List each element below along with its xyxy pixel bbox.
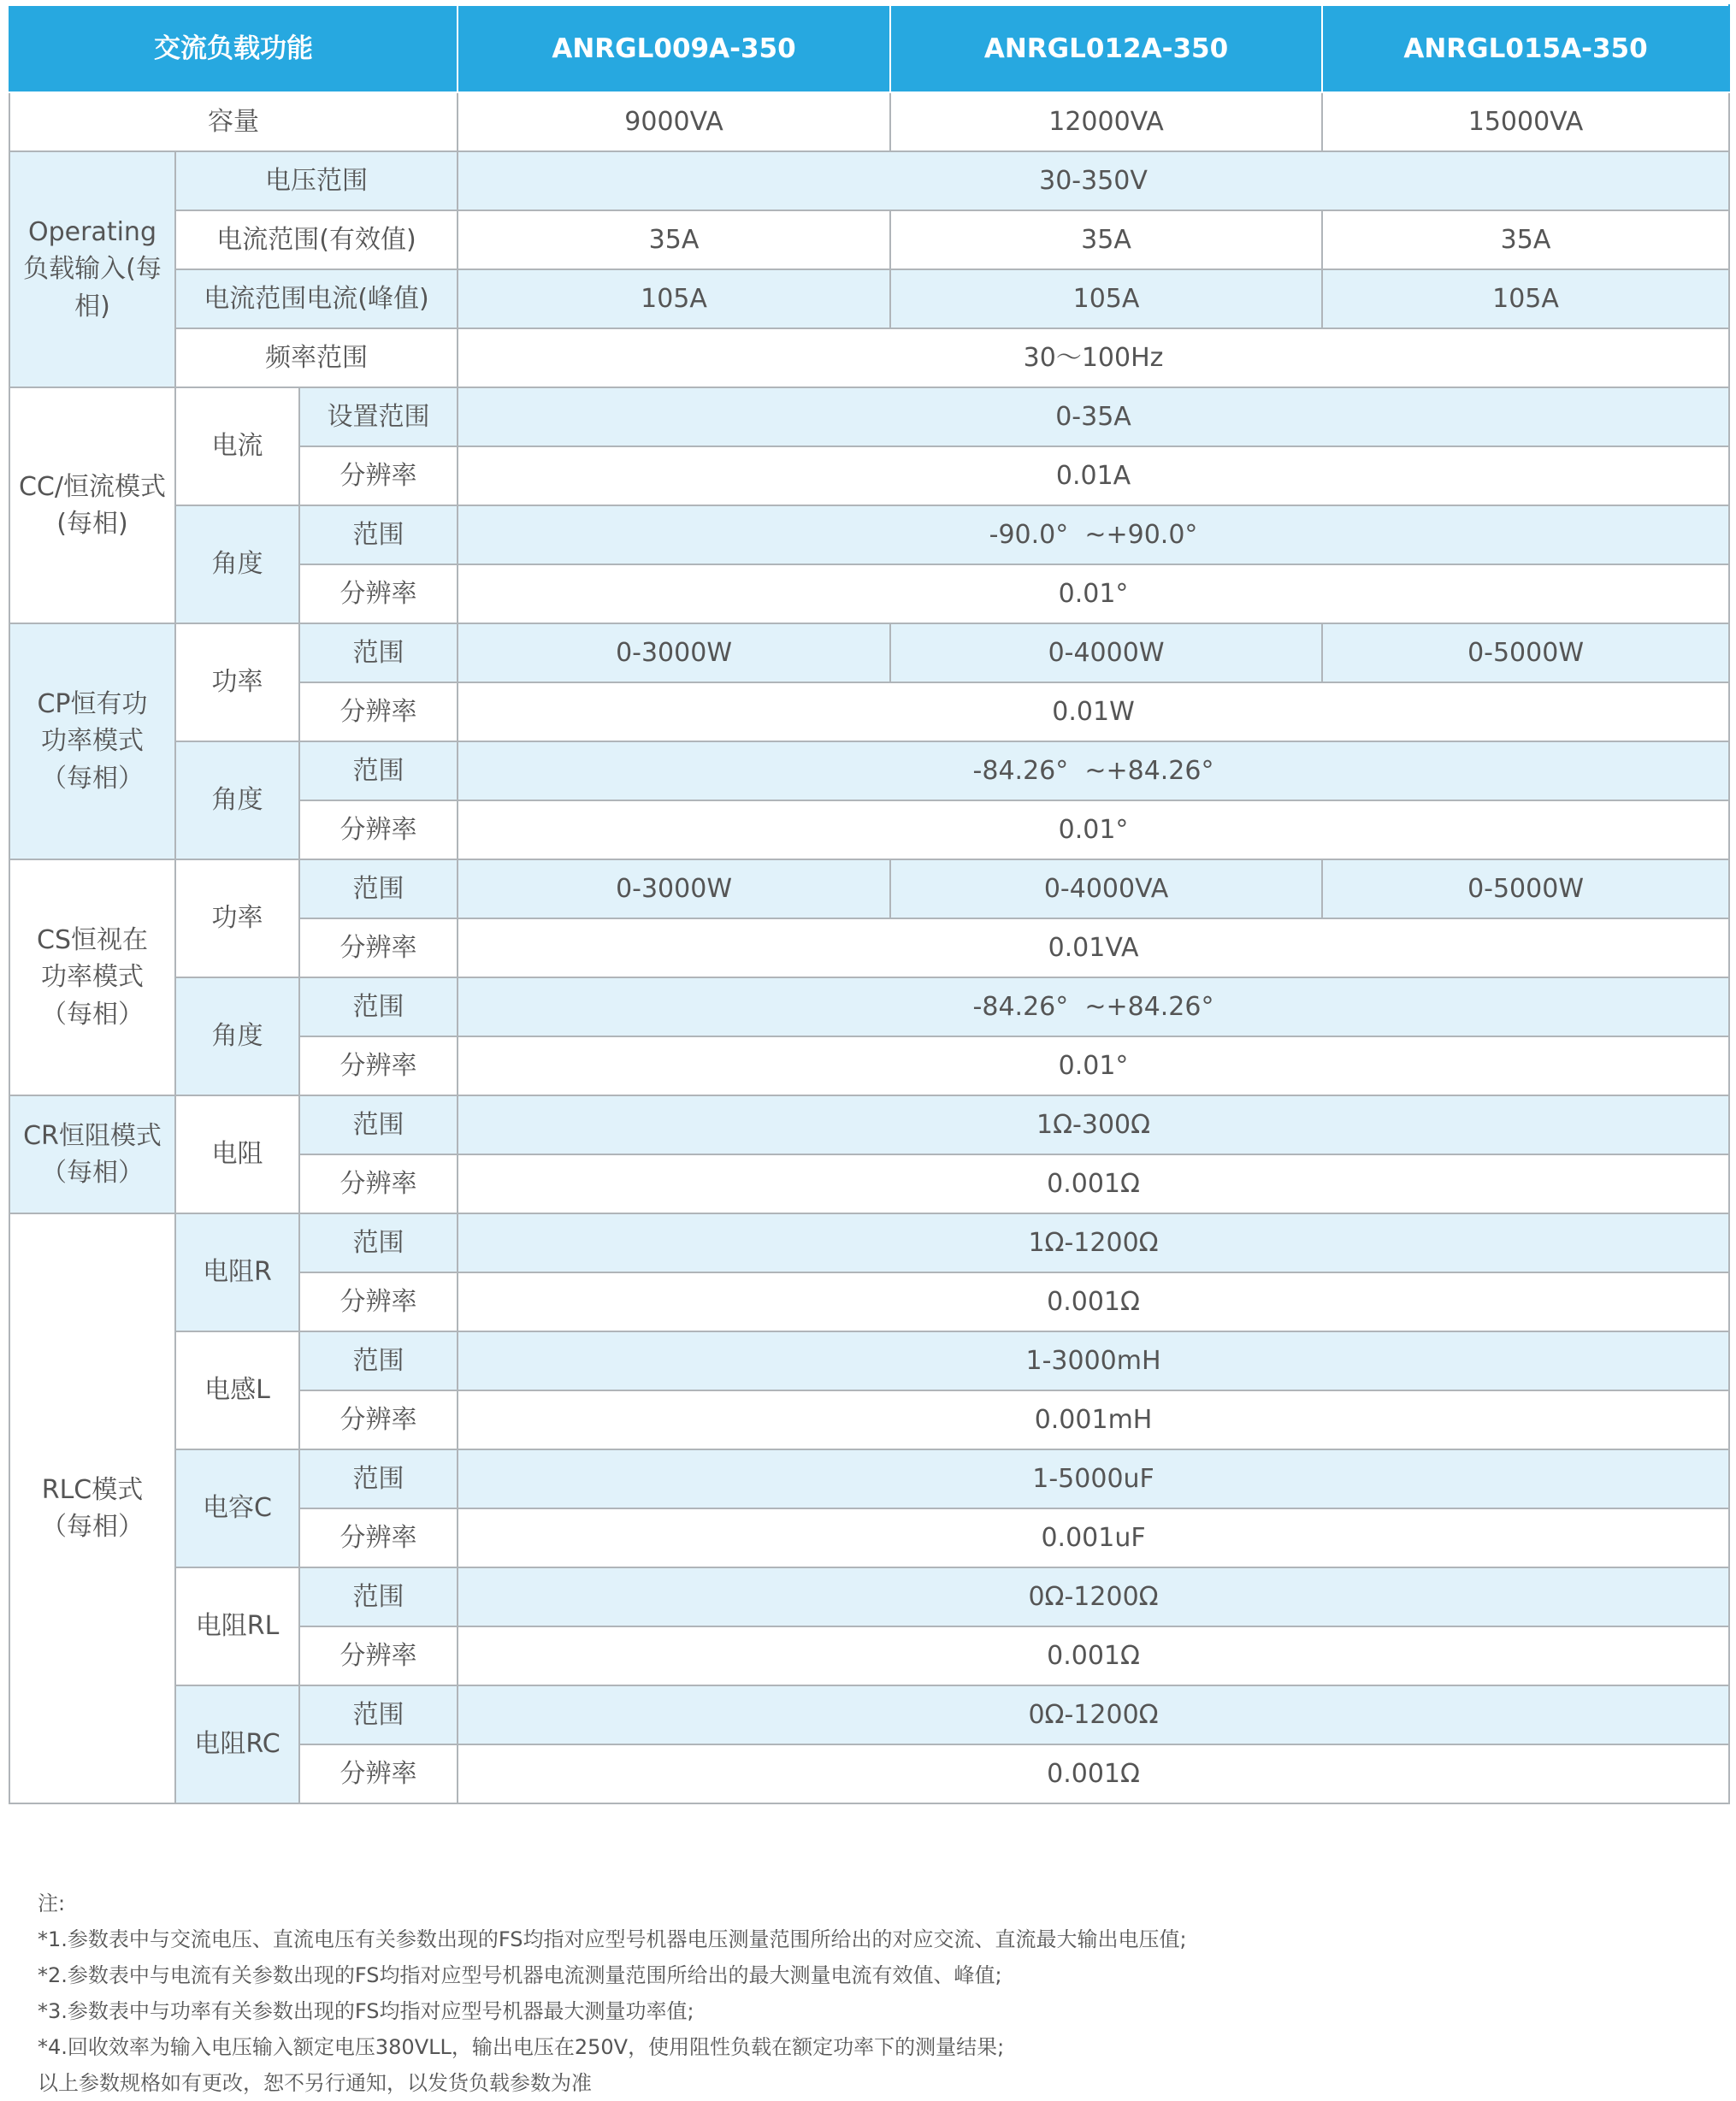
cs-power-range-value: 0-5000W (1322, 859, 1729, 918)
cp-angle-resolution-value: 0.01° (458, 800, 1729, 859)
resolution-label: 分辨率 (299, 1390, 458, 1449)
cr-group-label (9, 1095, 175, 1213)
frequency-value: 30～100Hz (458, 328, 1729, 387)
resolution-label: 分辨率 (299, 564, 458, 623)
cp-power-resolution-value: 0.01W (458, 682, 1729, 741)
cs-power-label: 功率 (175, 859, 299, 977)
cs-label-line3: （每相） (41, 999, 144, 1030)
capacity-row (9, 92, 1729, 151)
rlc-item-label: 电容C (175, 1449, 299, 1567)
cs-angle-range-row (9, 977, 1729, 1036)
rlc-resolution-value: 0.001Ω (458, 1626, 1729, 1685)
setting-range-label: 设置范围 (299, 387, 458, 446)
cp-power-range-value: 0-5000W (1322, 623, 1729, 682)
range-label: 范围 (299, 741, 458, 800)
cp-angle-label: 角度 (175, 741, 299, 859)
voltage-label: 电压范围 (175, 151, 458, 210)
cc-label-line2: (每相) (56, 509, 128, 539)
note-line: *2.参数表中与电流有关参数出现的FS均指对应型号机器电流测量范围所给出的最大测量电流有效值、峰值; (38, 1963, 1002, 1987)
cc-current-resolution-value: 0.01A (458, 446, 1729, 505)
capacity-value: 9000VA (458, 92, 890, 151)
frequency-row (9, 328, 1729, 387)
cc-label-line1: CC/恒流模式 (18, 471, 166, 502)
current-peak-value: 105A (458, 269, 890, 328)
current-peak-value: 105A (1322, 269, 1729, 328)
cr-range-value: 1Ω-300Ω (458, 1095, 1729, 1154)
rlc-resolution-value: 0.001uF (458, 1508, 1729, 1567)
cr-label-line1: CR恒阻模式 (23, 1120, 162, 1151)
cs-group-label (9, 859, 175, 1095)
note-line: *4.回收效率为输入电压输入额定电压380VLL，输出电压在250V，使用阻性负载在额定功率下的测量结果; (38, 2035, 1005, 2059)
capacity-value: 12000VA (890, 92, 1322, 151)
cp-power-range-value: 0-4000W (890, 623, 1322, 682)
cp-label-line3: （每相） (41, 763, 144, 794)
cr-range-row (9, 1095, 1729, 1154)
spec-table (9, 4, 1730, 1804)
rlc-group-label (9, 1213, 175, 1803)
rlc-label-line1: RLC模式 (41, 1474, 144, 1505)
cs-power-range-value: 0-3000W (458, 859, 890, 918)
range-label: 范围 (299, 1685, 458, 1744)
cp-label-line1: CP恒有功 (37, 688, 148, 719)
rlc-range-value: 0Ω-1200Ω (458, 1567, 1729, 1626)
rlc-rl-range-row (9, 1567, 1729, 1626)
model-header: ANRGL012A-350 (890, 5, 1322, 92)
model-header: ANRGL015A-350 (1322, 5, 1729, 92)
current-rms-label: 电流范围(有效值) (175, 210, 458, 269)
frequency-label: 频率范围 (175, 328, 458, 387)
rlc-l-range-row (9, 1331, 1729, 1390)
cs-power-range-value: 0-4000VA (890, 859, 1322, 918)
rlc-item-label: 电感L (175, 1331, 299, 1449)
rlc-item-label: 电阻R (175, 1213, 299, 1331)
cs-power-resolution-value: 0.01VA (458, 918, 1729, 977)
range-label: 范围 (299, 505, 458, 564)
cp-power-label: 功率 (175, 623, 299, 741)
rlc-item-label: 电阻RC (175, 1685, 299, 1803)
rlc-resolution-value: 0.001mH (458, 1390, 1729, 1449)
voltage-value: 30-350V (458, 151, 1729, 210)
range-label: 范围 (299, 623, 458, 682)
range-label: 范围 (299, 977, 458, 1036)
cc-angle-label: 角度 (175, 505, 299, 623)
note-line: *1.参数表中与交流电压、直流电压有关参数出现的FS均指对应型号机器电压测量范围所给出的对应交流、直流最大输出电压值; (38, 1927, 1187, 1951)
rlc-rc-range-row (9, 1685, 1729, 1744)
resolution-label: 分辨率 (299, 1508, 458, 1567)
rlc-range-value: 1Ω-1200Ω (458, 1213, 1729, 1272)
cp-angle-range-value: -84.26° ~+84.26° (458, 741, 1729, 800)
cc-current-setting-row (9, 387, 1729, 446)
resolution-label: 分辨率 (299, 1744, 458, 1803)
operating-label-line1: Operating (28, 216, 156, 247)
cp-label-line2: 功率模式 (41, 726, 144, 757)
current-peak-label: 电流范围电流(峰值) (175, 269, 458, 328)
current-peak-value: 105A (890, 269, 1322, 328)
rlc-range-value: 1-3000mH (458, 1331, 1729, 1390)
operating-label-line2: 负载输入(每相) (23, 254, 162, 322)
range-label: 范围 (299, 1213, 458, 1272)
current-rms-value: 35A (1322, 210, 1729, 269)
rlc-range-value: 0Ω-1200Ω (458, 1685, 1729, 1744)
rlc-c-range-row (9, 1449, 1729, 1508)
cp-angle-range-row (9, 741, 1729, 800)
cs-angle-label: 角度 (175, 977, 299, 1095)
resolution-label: 分辨率 (299, 1626, 458, 1685)
cp-group-label (9, 623, 175, 859)
operating-group-label (9, 151, 175, 387)
note-line: *3.参数表中与功率有关参数出现的FS均指对应型号机器最大测量功率值; (38, 1999, 694, 2023)
range-label: 范围 (299, 859, 458, 918)
current-rms-row (9, 210, 1729, 269)
cs-angle-resolution-value: 0.01° (458, 1036, 1729, 1095)
resolution-label: 分辨率 (299, 800, 458, 859)
rlc-range-value: 1-5000uF (458, 1449, 1729, 1508)
rlc-resolution-value: 0.001Ω (458, 1744, 1729, 1803)
resolution-label: 分辨率 (299, 1154, 458, 1213)
resolution-label: 分辨率 (299, 1036, 458, 1095)
feature-header: 交流负载功能 (9, 5, 458, 92)
rlc-item-label: 电阻RL (175, 1567, 299, 1685)
cs-angle-range-value: -84.26° ~+84.26° (458, 977, 1729, 1036)
cr-resolution-value: 0.001Ω (458, 1154, 1729, 1213)
resolution-label: 分辨率 (299, 1272, 458, 1331)
cp-power-range-value: 0-3000W (458, 623, 890, 682)
cr-label-line2: （每相） (41, 1158, 144, 1188)
cc-current-label: 电流 (175, 387, 299, 505)
current-peak-row (9, 269, 1729, 328)
rlc-r-range-row (9, 1213, 1729, 1272)
cc-angle-range-value: -90.0° ~+90.0° (458, 505, 1729, 564)
cc-group-label (9, 387, 175, 623)
header-row (9, 5, 1729, 92)
cc-current-setting-value: 0-35A (458, 387, 1729, 446)
notes-section (38, 1886, 1187, 2101)
range-label: 范围 (299, 1567, 458, 1626)
rlc-resolution-value: 0.001Ω (458, 1272, 1729, 1331)
current-rms-value: 35A (890, 210, 1322, 269)
rlc-label-line2: （每相） (41, 1512, 144, 1542)
range-label: 范围 (299, 1331, 458, 1390)
current-rms-value: 35A (458, 210, 890, 269)
cr-resistance-label: 电阻 (175, 1095, 299, 1213)
note-line: 以上参数规格如有更改，恕不另行通知，以发货负载参数为准 (38, 2071, 592, 2095)
capacity-label: 容量 (9, 92, 458, 151)
model-header: ANRGL009A-350 (458, 5, 890, 92)
range-label: 范围 (299, 1095, 458, 1154)
resolution-label: 分辨率 (299, 446, 458, 505)
cp-power-range-row (9, 623, 1729, 682)
notes-title: 注: (38, 1891, 66, 1915)
cs-label-line1: CS恒视在 (37, 924, 148, 955)
resolution-label: 分辨率 (299, 682, 458, 741)
cc-angle-range-row (9, 505, 1729, 564)
range-label: 范围 (299, 1449, 458, 1508)
capacity-value: 15000VA (1322, 92, 1729, 151)
cc-angle-resolution-value: 0.01° (458, 564, 1729, 623)
voltage-row (9, 151, 1729, 210)
resolution-label: 分辨率 (299, 918, 458, 977)
cs-power-range-row (9, 859, 1729, 918)
cs-label-line2: 功率模式 (41, 962, 144, 993)
